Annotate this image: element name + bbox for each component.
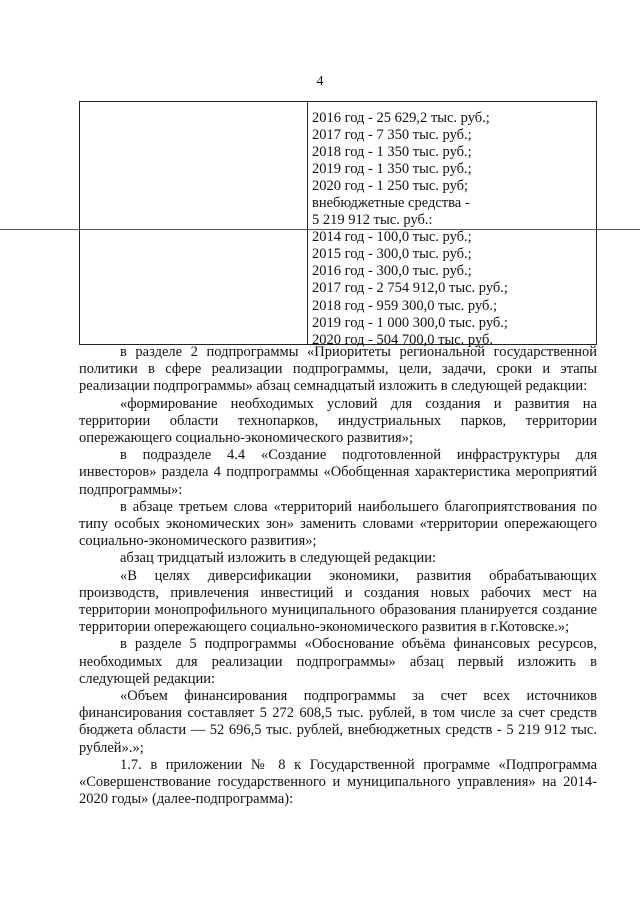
funding-table: [79, 101, 597, 348]
paragraph-quote-diversification: «В целях диверсификации экономики, развития обрабатывающих производств, привлечения инвестиций и создания новых рабочих мест на территории монопрофильного муниципального образования планируется создание территории опережающего социально-экономического развития в г.Котовске.»;: [79, 567, 597, 636]
page-number: 4: [316, 74, 324, 89]
paragraph-third-abzac: в абзаце третьем слова «территорий наибольшего благоприятствования по типу особых экономических зон» заменить словами «территории опережающего социально-экономического развития»;: [79, 498, 597, 550]
funding-line: 2019 год - 1 350 тыс. руб.;: [312, 161, 472, 178]
paragraph-quote-formation: «формирование необходимых условий для создания и развития на территории области технопарков, индустриальных парков, территории опережающего социально-экономического развития»;: [79, 395, 597, 447]
funding-line: 2017 год - 7 350 тыс. руб.;: [312, 127, 472, 144]
table-left-cell: [80, 102, 308, 344]
funding-line: 2020 год - 504 700,0 тыс. руб.: [312, 331, 494, 348]
funding-line: 2019 год - 1 000 300,0 тыс. руб.;: [312, 314, 508, 331]
document-body: [79, 344, 597, 808]
funding-line: 2016 год - 300,0 тыс. руб.;: [312, 263, 472, 280]
paragraph-section-5: в разделе 5 подпрограммы «Обоснование объёма финансовых ресурсов, необходимых для реализации подпрограммы» абзац первый изложить в следующей редакции:: [79, 636, 597, 687]
funding-line: 2014 год - 100,0 тыс. руб.;: [312, 229, 472, 246]
funding-line: 2020 год - 1 250 тыс. руб;: [312, 178, 469, 195]
paragraph-quote-financing: «Объем финансирования подпрограммы за счет всех источников финансирования составляет 5 272 608,5 тыс. рублей, в том числе за счет средств бюджета области — 52 696,5 тыс. рублей, внебюджетных средств - 5 219 912 тыс. рублей».»;: [79, 688, 597, 756]
paragraph-section-2: в разделе 2 подпрограммы «Приоритеты региональной государственной политики в сфере реализации подпрограммы, цели, задачи, сроки и этапы реализации подпрограммы» абзац семнадцатый изложить в следующей редакции:: [79, 344, 597, 395]
funding-line: внебюджетные средства -: [312, 195, 470, 212]
funding-line: 5 219 912 тыс. руб.:: [312, 212, 433, 229]
paragraph-subsection-4-4: в подразделе 4.4 «Создание подготовленной инфраструктуры для инвесторов» раздела 4 подпрограммы «Обобщенная характеристика мероприятий подпрограммы»:: [79, 447, 597, 498]
funding-line: 2015 год - 300,0 тыс. руб.;: [312, 246, 472, 263]
funding-line: 2018 год - 959 300,0 тыс. руб.;: [312, 297, 498, 314]
funding-line: 2017 год - 2 754 912,0 тыс. руб.;: [312, 280, 508, 297]
funding-line: 2016 год - 25 629,2 тыс. руб.;: [312, 110, 490, 126]
funding-line: 2018 год - 1 350 тыс. руб.;: [312, 144, 472, 161]
paragraph-thirtieth-abzac: абзац тридцатый изложить в следующей редакции:: [120, 550, 437, 567]
table-right-cell: [308, 102, 596, 348]
paragraph-1-7: 1.7. в приложении № 8 к Государственной программе «Подпрограмма «Совершенствование государственного и муниципального управления» на 2014-2020 годы» (далее-подпрограмма):: [79, 756, 597, 808]
